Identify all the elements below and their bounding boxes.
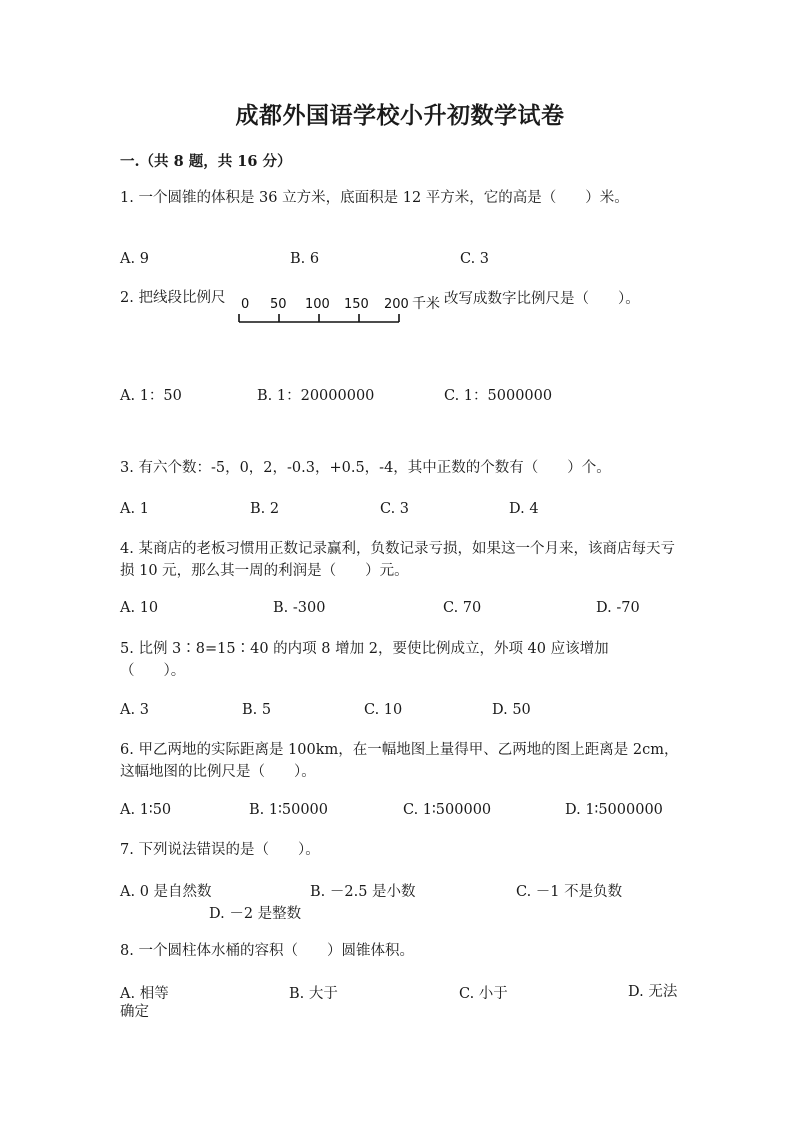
option-3a[interactable]: A. 1 <box>120 501 149 517</box>
option-8d-label: D. 无法 <box>628 984 678 1000</box>
scale-bar-figure <box>237 292 447 328</box>
page-title: 成都外国语学校小升初数学试卷 <box>235 102 565 129</box>
question-6: 6. 甲乙两地的实际距离是 100km，在一幅地图上量得甲、乙两地的图上距离是 2cm，这幅地图的比例尺是（ ）。 <box>120 742 679 780</box>
scale-label-100: 100 <box>305 297 330 312</box>
option-6b[interactable]: B. 1∶50000 <box>249 802 328 818</box>
option-7a[interactable]: A. 0 是自然数 <box>120 884 212 900</box>
option-1c[interactable]: C. 3 <box>460 251 490 267</box>
question-7: 7. 下列说法错误的是（ ）。 <box>120 842 320 858</box>
option-5a[interactable]: A. 3 <box>120 702 149 718</box>
section-heading: 一.（共 8 题，共 16 分） <box>120 153 292 170</box>
question-1: 1. 一个圆锥的体积是 36 立方米，底面积是 12 平方米，它的高是（ ）米。 <box>120 190 629 206</box>
option-3d[interactable]: D. 4 <box>509 501 539 517</box>
question-8: 8. 一个圆柱体水桶的容积（ ）圆锥体积。 <box>120 943 414 959</box>
question-2: 2. 把线段比例尺 <box>120 290 226 306</box>
question-4: 4. 某商店的老板习惯用正数记录赢利，负数记录亏损，如果这一个月来，该商店每天亏损 10 元，那么其一周的利润是（ ）元。 <box>120 541 675 579</box>
option-8b[interactable]: B. 大于 <box>289 986 338 1002</box>
option-5d[interactable]: D. 50 <box>492 702 531 718</box>
option-6a[interactable]: A. 1∶50 <box>120 802 172 818</box>
scale-label-0: 0 <box>241 297 250 312</box>
option-4d[interactable]: D. -70 <box>596 600 640 616</box>
option-2b[interactable]: B. 1：20000000 <box>257 388 375 404</box>
question-3: 3. 有六个数：-5，0，2，-0.3，+0.5，-4，其中正数的个数有（ ）个。 <box>120 460 611 476</box>
option-2c[interactable]: C. 1：5000000 <box>444 388 553 404</box>
option-8c[interactable]: C. 小于 <box>459 986 508 1002</box>
option-3c[interactable]: C. 3 <box>380 501 410 517</box>
option-1b[interactable]: B. 6 <box>290 251 320 267</box>
option-4c[interactable]: C. 70 <box>443 600 482 616</box>
question-2-tail: 改写成数字比例尺是（ ）。 <box>444 291 640 307</box>
option-7b[interactable]: B. －2.5 是小数 <box>310 884 416 900</box>
option-8a[interactable]: A. 相等 <box>120 986 169 1002</box>
option-3b[interactable]: B. 2 <box>250 501 280 517</box>
option-6c[interactable]: C. 1∶500000 <box>403 802 492 818</box>
scale-label-200: 200 <box>384 297 409 312</box>
question-5: 5. 比例 3∶8=15∶40 的内项 8 增加 2，要使比例成立，外项 40 应该增加（ ）。 <box>120 641 609 679</box>
option-5c[interactable]: C. 10 <box>364 702 403 718</box>
option-5b[interactable]: B. 5 <box>242 702 272 718</box>
option-6d[interactable]: D. 1∶5000000 <box>565 802 663 818</box>
option-8d-label-wrap: 确定 <box>120 1004 149 1020</box>
option-2a[interactable]: A. 1：50 <box>120 388 182 404</box>
option-7c[interactable]: C. －1 不是负数 <box>516 884 623 900</box>
option-1a[interactable]: A. 9 <box>120 251 149 267</box>
option-7d[interactable]: D. －2 是整数 <box>209 906 302 922</box>
scale-label-150: 150 <box>344 297 369 312</box>
scale-unit: 千米 <box>412 296 440 312</box>
scale-label-50: 50 <box>270 297 287 312</box>
option-4a[interactable]: A. 10 <box>120 600 159 616</box>
option-4b[interactable]: B. -300 <box>273 600 326 616</box>
